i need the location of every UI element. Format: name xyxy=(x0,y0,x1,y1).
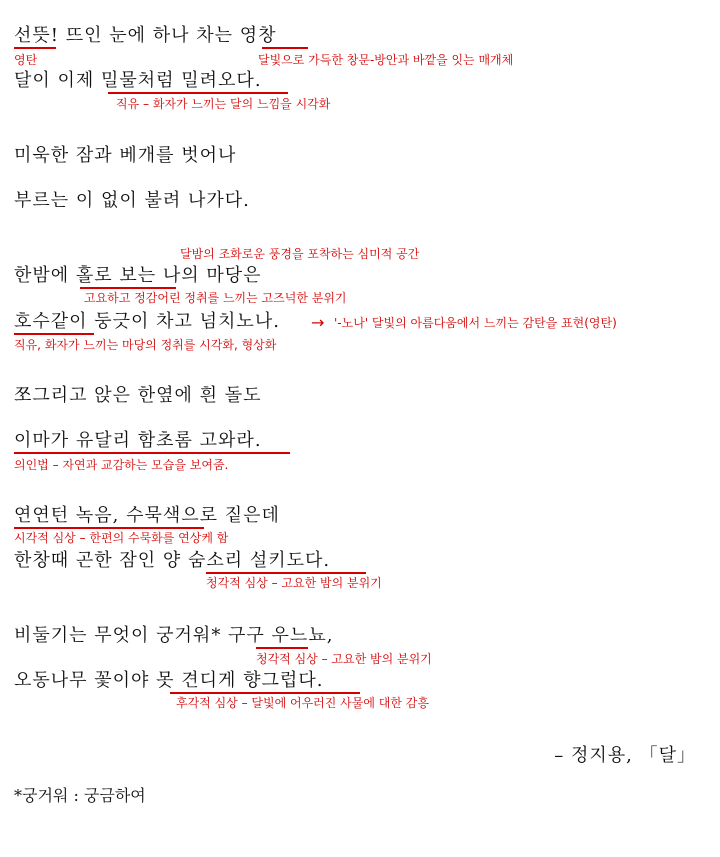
note-visual: 시각적 심상 – 한편의 수묵화를 연상케 함 xyxy=(14,531,229,545)
poem-line-10: 한창때 곤한 잠인 양 숨소리 설키도다. xyxy=(14,550,331,571)
poem-line-11: 비둘기는 무엇이 궁거워* 구구 우느뇨, xyxy=(14,625,334,646)
poem-line-8: 이마가 유달리 함초롬 고와라. xyxy=(14,430,262,451)
poem-line-5: 한밤에 홀로 보는 나의 마당은 xyxy=(14,265,262,286)
note-nona: '-노나' 달빛의 아름다움에서 느끼는 감탄을 표현(영탄) xyxy=(334,316,617,330)
poem-line-9: 연연턴 녹음, 수묵색으로 짙은데 xyxy=(14,505,280,526)
poem-line-7: 쪼그리고 앉은 한옆에 흰 돌도 xyxy=(14,385,262,406)
attribution: – 정지용, 「달」 xyxy=(554,745,696,766)
underline-ima xyxy=(14,452,290,454)
note-auditory-1: 청각적 심상 – 고요한 밤의 분위기 xyxy=(206,576,382,590)
underline-yeongchang xyxy=(262,47,308,49)
poem-line-6: 호수같이 둥긋이 차고 넘치노나. xyxy=(14,311,280,332)
underline-sumsori xyxy=(206,572,366,574)
footnote: *궁거워 : 궁금하여 xyxy=(14,786,146,805)
note-window: 달빛으로 가득한 창문-방안과 바깥을 잇는 매개체 xyxy=(258,53,514,67)
note-personification: 의인법 – 자연과 교감하는 모습을 보여줌. xyxy=(14,458,229,472)
poem-line-4: 부르는 이 없이 불려 나가다. xyxy=(14,190,250,211)
poem-line-12: 오동나무 꽃이야 못 견디게 향그럽다. xyxy=(14,670,324,691)
note-simile-yard: 직유, 화자가 느끼는 마당의 정취를 시각화, 형상화 xyxy=(14,338,277,352)
poem-line-3: 미욱한 잠과 베개를 벗어나 xyxy=(14,145,237,166)
underline-yeonyeon xyxy=(14,527,204,529)
note-mood: 고요하고 정감어린 정취를 느끼는 고즈넉한 분위기 xyxy=(84,291,347,305)
underline-hyang xyxy=(170,692,360,694)
underline-milmul xyxy=(108,92,288,94)
underline-hosu xyxy=(14,333,94,335)
underline-seontteut xyxy=(14,47,56,49)
poem-line-2: 달이 이제 밀물처럼 밀려오다. xyxy=(14,70,262,91)
note-yeongtan: 영탄 xyxy=(14,53,38,67)
note-simile-moon: 직유 – 화자가 느끼는 달의 느낌을 시각화 xyxy=(116,97,331,111)
arrow-icon: → xyxy=(311,313,325,332)
underline-hollo xyxy=(80,287,176,289)
note-space: 달밤의 조화로운 풍경을 포착하는 심미적 공간 xyxy=(180,247,420,261)
poem-line-1: 선뜻! 뜨인 눈에 하나 차는 영창 xyxy=(14,25,277,46)
note-auditory-2: 청각적 심상 – 고요한 밤의 분위기 xyxy=(256,652,432,666)
note-olfactory: 후각적 심상 – 달빛에 어우러진 사물에 대한 감흥 xyxy=(176,696,429,710)
underline-gugu xyxy=(256,647,308,649)
